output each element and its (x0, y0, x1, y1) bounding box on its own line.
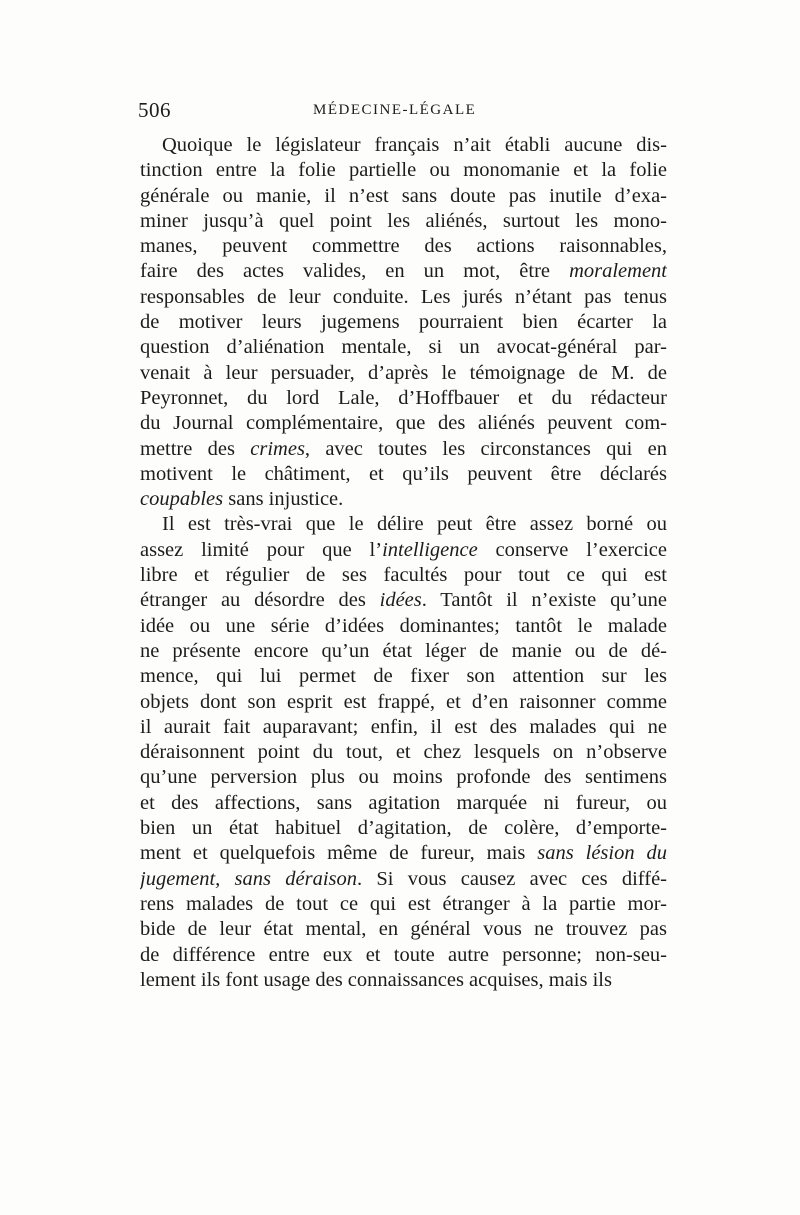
page-header (138, 98, 666, 128)
text-line (140, 538, 667, 563)
text-segment: de motiver leurs jugemens pourraient bien écarter la (140, 311, 667, 334)
text-line (140, 614, 667, 639)
text-segment: libre et régulier de ses facultés pour tout ce qui est (140, 564, 667, 587)
text-line (140, 361, 667, 386)
text-segment: , avec toutes les circonstances qui en (304, 437, 667, 460)
text-segment: faire des actes valides, en un mot, être (140, 260, 570, 283)
text-line (140, 158, 667, 183)
text-line (140, 259, 667, 284)
text-line (140, 234, 667, 259)
text-segment: déraisonnent point du tout, et chez lesquels on n’observe (140, 741, 667, 764)
text-segment: motivent le châtiment, et qu’ils peuvent être déclarés (140, 462, 667, 485)
text-line (140, 285, 667, 310)
text-segment: bide de leur état mental, en général vous ne trouvez pas (140, 918, 667, 941)
text-segment: manes, peuvent commettre des actions raisonnables, (140, 235, 667, 258)
text-segment: idée ou une série d’idées dominantes; tantôt le malade (140, 614, 667, 637)
text-segment: bien un état habituel d’agitation, de colère, d’emporte- (140, 817, 667, 840)
text-segment: Quoique le législateur français n’ait établi aucune dis- (162, 134, 667, 156)
text-segment: responsables de leur conduite. Les jurés n’étant pas tenus (140, 285, 667, 308)
paragraph (140, 133, 667, 512)
text-line (140, 133, 667, 158)
italic-text: moralement (569, 260, 667, 283)
text-line (140, 816, 667, 841)
text-segment: il aurait fait auparavant; enfin, il est des malades qui ne (140, 715, 667, 738)
text-segment: lement ils font usage des connaissances acquises, mais ils (140, 968, 612, 991)
italic-text: coupables (140, 488, 224, 511)
text-segment: Peyronnet, du lord Lale, d’Hoffbauer et du rédacteur (140, 386, 667, 409)
italic-text: crimes (250, 437, 305, 460)
text-line (140, 209, 667, 234)
text-line (140, 184, 667, 209)
text-line (140, 639, 667, 664)
text-segment: mence, qui lui permet de fixer son attention sur les (140, 665, 667, 688)
text-segment: mettre des (140, 437, 251, 460)
text-line (140, 943, 667, 968)
text-line (140, 411, 667, 436)
text-segment: rens malades de tout ce qui est étranger à la partie mor- (140, 892, 667, 915)
text-segment: sans injustice. (223, 488, 344, 511)
body-text (140, 133, 667, 993)
text-segment: du Journal complémentaire, que des aliénés peuvent com- (140, 412, 667, 435)
text-segment: Il est très-vrai que le délire peut être assez borné ou (162, 513, 667, 536)
text-segment: qu’une perversion plus ou moins profonde des sentimens (140, 766, 667, 789)
text-line (140, 765, 667, 790)
italic-text: jugement, sans déraison (140, 867, 357, 890)
text-line (140, 462, 667, 487)
text-segment: ment et quelquefois même de fureur, mais (140, 842, 538, 865)
italic-text: sans lésion du (537, 842, 667, 865)
text-segment: tinction entre la folie partielle ou monomanie et la folie (140, 159, 667, 182)
text-segment: objets dont son esprit est frappé, et d’en raisonner comme (140, 690, 667, 713)
running-head: MÉDECINE-LÉGALE (313, 102, 477, 118)
text-line (140, 563, 667, 588)
text-line (140, 968, 667, 993)
text-line (140, 892, 667, 917)
text-segment: venait à leur persuader, d’après le témoignage de M. de (140, 361, 667, 384)
text-line (140, 791, 667, 816)
text-line (140, 664, 667, 689)
text-segment: conserve l’exercice (477, 538, 667, 561)
text-segment: . Si vous causez avec ces diffé- (357, 867, 667, 890)
text-line (140, 588, 667, 613)
text-line (140, 841, 667, 866)
text-line (140, 386, 667, 411)
text-segment: étranger au désordre des (140, 589, 380, 612)
italic-text: idées (379, 589, 422, 612)
italic-text: intelligence (382, 538, 478, 561)
text-line (140, 310, 667, 335)
text-line (140, 917, 667, 942)
text-segment: de différence entre eux et toute autre personne; non-seu- (140, 943, 667, 966)
text-line (140, 335, 667, 360)
text-line (140, 690, 667, 715)
paragraph (140, 512, 667, 993)
text-segment: miner jusqu’à quel point les aliénés, surtout les mono- (140, 209, 667, 232)
text-segment: question d’aliénation mentale, si un avocat-général par- (140, 336, 667, 359)
text-segment: assez limité pour que l’ (140, 538, 383, 561)
text-line (140, 867, 667, 892)
page-number: 506 (138, 98, 171, 122)
text-segment: ne présente encore qu’un état léger de manie ou de dé- (140, 639, 667, 662)
text-segment: et des affections, sans agitation marquée ni fureur, ou (140, 791, 667, 814)
text-line (140, 487, 667, 512)
text-line (140, 437, 667, 462)
text-line (140, 740, 667, 765)
text-segment: . Tantôt il n’existe qu’une (421, 589, 667, 612)
text-line (140, 512, 667, 537)
text-line (140, 715, 667, 740)
text-segment: générale ou manie, il n’est sans doute pas inutile d’exa- (140, 184, 667, 207)
